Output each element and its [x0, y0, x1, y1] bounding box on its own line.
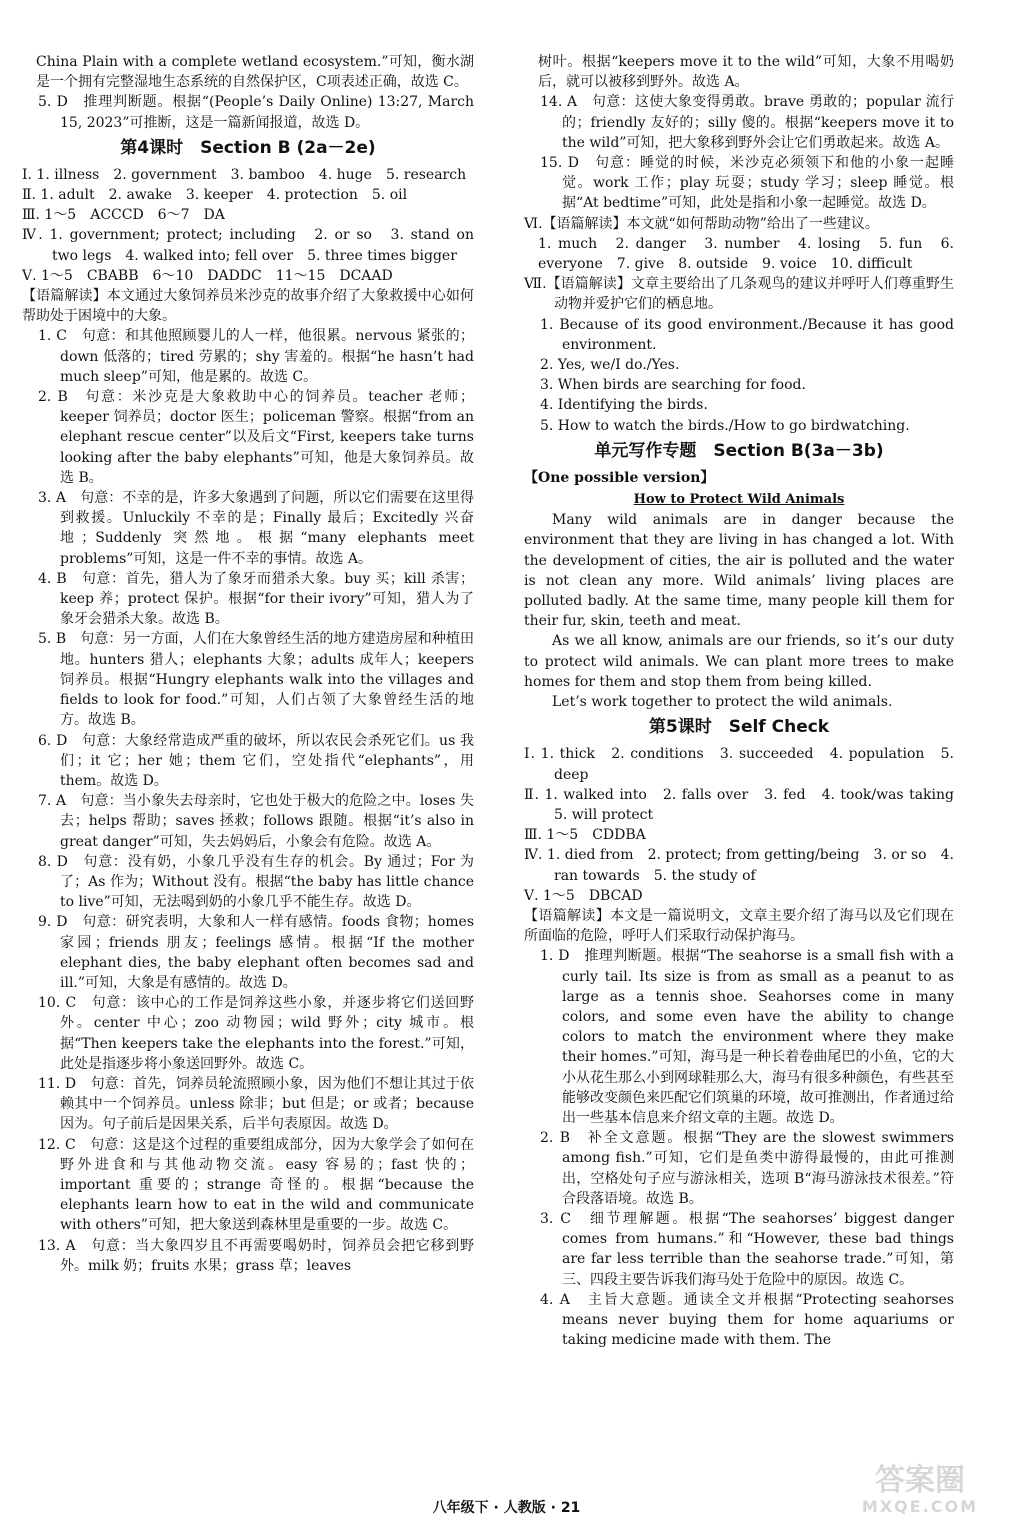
answer-line: Ⅱ. 1. walked into 2. falls over 3. fed 4. took/was taking 5. will protect	[524, 786, 968, 823]
essay-paragraph: Many wild animals are in danger because the environment that they are living in has changed a lot. With the development of cities, the air is polluted and the water is not clean any more. Wild animals’ living places are polluted badly. At the same time, many people kill them for their fur, skin, teeth and meat.	[524, 512, 954, 630]
answer-line: 5. How to watch the birds./How to go birdwatching.	[540, 417, 910, 434]
watermark-logo	[845, 1464, 995, 1524]
answer-line: 1. much 2. danger 3. number 4. losing 5. fun 6. everyone 7. give 8. outside 9. voice 10. difficult	[538, 235, 954, 273]
answer-line: 4. A 主旨大意题。通读全文并根据“Protecting seahorses means never buying them for home aquariums or taking medicine made with them. The	[540, 1291, 954, 1349]
answer-line: 5. D 推理判断题。根据“(People’s Daily Online) 13:27, March 15, 2023”可推断，这是一篇新闻报道，故选 D。	[38, 94, 474, 131]
answer-line: 3. A 句意：不幸的是，许多大象遇到了问题，所以它们需要在这里得到救援。Unluckily 不幸的是；Finally 最后；Excitedly 兴奋地；Suddenly 突然地。根据“many elephants meet problems”可知，这是一件不幸的事情。故选 A。	[38, 490, 474, 567]
right-column	[524, 52, 968, 1350]
answer-line: 2. Yes, we/I do./Yes.	[540, 357, 680, 374]
answer-line: Ⅰ. 1. illness 2. government 3. bamboo 4. huge 5. research	[22, 166, 467, 183]
answer-line: 1. C 句意：和其他照顾婴儿的人一样，他很累。nervous 紧张的；down 低落的；tired 劳累的；shy 害羞的。根据“he hasn’t had much sleep”可知，他是累的。故选 C。	[38, 328, 474, 385]
answer-line: 3. When birds are searching for food.	[540, 377, 806, 394]
answer-line: 7. A 句意：当小象失去母亲时，它也处于极大的危险之中。loses 失去；helps 帮助；saves 拯救；follows 跟随。根据“it’s also in great danger”可知，失去妈妈后，小象会有危险。故选 A。	[38, 793, 474, 850]
answer-line: 14. A 句意：这使大象变得勇敢。brave 勇敢的；popular 流行的；friendly 友好的；silly 傻的。根据“keepers move it to the wild”可知，把大象移到野外会让它们勇敢起来。故选 A。	[540, 94, 954, 151]
answer-line: 1. Because of its good environment./Because it has good environment.	[540, 316, 954, 353]
answer-line: 4. Identifying the birds.	[540, 397, 708, 414]
page-footer: 八年级下 · 人教版 · 21	[432, 1500, 581, 1516]
answer-line: 9. D 句意：研究表明，大象和人一样有感情。foods 食物；homes 家园；friends 朋友；feelings 感情。根据“If the mother elephant dies, the baby elephant often becomes sad and ill.”可知，大象是有感情的。故选 D。	[38, 914, 474, 991]
answer-line: Ⅰ. 1. thick 2. conditions 3. succeeded 4. population 5. deep	[524, 746, 954, 783]
answer-line: 8. D 句意：没有奶，小象几乎没有生存的机会。By 通过；For 为了；As 作为；Without 没有。根据“the baby has little chance to live”可知，无法喝到奶的小象几乎不能生存。故选 D。	[38, 853, 474, 911]
answer-line: 10. C 句意：该中心的工作是饲养这些小象，并逐步将它们送回野外。center 中心；zoo 动物园；wild 野外；city 城市。根据“Then keepers take the elephants into the forest.”可知，此处是指逐步将小象送回野外。故选 C。	[38, 995, 474, 1072]
answer-line: Ⅲ. 1～5 ACCCD 6～7 DA	[22, 207, 225, 224]
watermark-main: 答案圈	[875, 1463, 965, 1498]
answer-line: 5. B 句意：另一方面，人们在大象曾经生活的地方建造房屋和种植田地。hunters 猎人；elephants 大象；adults 成年人；keepers 饲养员。根据“Hungry elephants walk into the villages and fields to look for food.”可知，人们占领了大象曾经生活的地方。故选 B。	[38, 631, 474, 729]
answer-line: 1. D 推理判断题。根据“The seahorse is a small fish with a curly tail. Its size is from as small as a peanut to as large as a tennis shoe. Seahorses come in many colors, and some even have the ability to change colors to match the environment where they make their homes.”可知，海马是一种长着卷曲尾巴的小鱼，它的大小从花生那么小到网球鞋那么大，海马有很多种颜色，有些甚至能够改变颜色来匹配它们筑巢的环境，故可推测出，作者通过给出一些基本信息来介绍文章的主题。故选 D。	[540, 948, 954, 1126]
answer-line: 2. B 句意：米沙克是大象救助中心的饲养员。teacher 老师；keeper 饲养员；doctor 医生；policeman 警察。根据“from an elephant rescue center”以及后文“First, keepers take turns looking after the baby elephants”可知，他是大象饲养员。故选 B。	[38, 389, 474, 486]
answer-line: Ⅱ. 1. adult 2. awake 3. keeper 4. protection 5. oil	[22, 187, 408, 204]
answer-line: Ⅲ. 1～5 CDDBA	[524, 827, 646, 844]
essay-paragraph: As we all know, animals are our friends, so it’s our duty to protect wild animals. We can plant more trees to make homes for them and stop them from being killed.	[524, 633, 954, 690]
answer-line: Ⅳ. 1. died from 2. protect; from getting/being 3. or so 4. ran towards 5. the study of	[524, 847, 954, 884]
answer-line: Ⅴ. 1～5 DBCAD	[524, 887, 643, 904]
section-heading: 第4课时 Section B (2a－2e)	[120, 137, 376, 158]
left-column	[22, 52, 474, 1276]
answer-line: 3. C 细节理解题。根据“The seahorses’ biggest danger comes from humans.”和“However, these bad things are far less terrible than the seahorse trade.”可知，第三、四段主要告诉我们海马处于危险中的原因。故选 C。	[540, 1210, 954, 1288]
answer-line: 【语篇解读】本文通过大象饲养员米沙克的故事介绍了大象救援中心如何帮助处于困境中的大象。	[22, 288, 474, 325]
section-heading: 单元写作专题 Section B(3a－3b)	[594, 440, 884, 461]
answer-line: 12. C 句意：这是这个过程的重要组成部分，因为大象学会了如何在野外进食和与其他动物交流。easy 容易的；fast 快的；important 重要的；strange 奇怪的。根据“because the elephants learn how to eat in the wild and communicate with others”可知，把大象送到森林里是重要的一步。故选 C。	[38, 1136, 474, 1234]
section-heading: 第5课时 Self Check	[648, 717, 830, 738]
answer-line: China Plain with a complete wetland ecosystem.”可知，衡水湖是一个拥有完整湿地生态系统的自然保护区，C项表述正确，故选 C。	[36, 54, 474, 91]
answer-line: 15. D 句意：睡觉的时候，米沙克必须领下和他的小象一起睡觉。work 工作；play 玩耍；study 学习；sleep 睡觉。根据“At bedtime”可知，此处是指和小象一起睡觉。故选 D。	[540, 155, 954, 212]
answer-line: 13. A 句意：当大象四岁且不再需要喝奶时，饲养员会把它移到野外。milk 奶；fruits 水果；grass 草；leaves	[38, 1237, 474, 1274]
answer-line: Ⅶ.【语篇解读】文章主要给出了几条观鸟的建议并呼吁人们尊重野生动物并爱护它们的栖息地。	[524, 276, 954, 313]
answer-line: 树叶。根据“keepers move it to the wild”可知，大象不用喝奶后，就可以被移到野外。故选 A。	[538, 54, 954, 91]
answer-line: 6. D 句意：大象经常造成严重的破坏，所以农民会杀死它们。us 我们；it 它；her 她；them 它们，空处指代“elephants”，用 them。故选 D。	[38, 732, 474, 789]
watermark-sub: MXQE.COM	[861, 1497, 979, 1516]
answer-line: Ⅵ.【语篇解读】本文就“如何帮助动物”给出了一些建议。	[524, 215, 879, 232]
answer-line: Ⅳ. 1. government; protect; including 2. or so 3. stand on two legs 4. walked into; fell over 5. three times bigger	[22, 227, 474, 264]
essay-title: How to Protect Wild Animals	[633, 492, 845, 508]
answer-line: 【One possible version】	[524, 469, 715, 486]
answer-line: Ⅴ. 1～5 CBABB 6～10 DADDC 11～15 DCAAD	[22, 267, 393, 284]
essay-paragraph: Let’s work together to protect the wild animals.	[552, 694, 893, 711]
answer-line: 11. D 句意：首先，饲养员轮流照顾小象，因为他们不想让其过于依赖其中一个饲养员。unless 除非；but 但是；or 或者；because 因为。句子前后是因果关系，后半句表原因。故选 D。	[38, 1075, 474, 1133]
answer-line: 【语篇解读】本文是一篇说明文，文章主要介绍了海马以及它们现在所面临的危险，呼吁人们采取行动保护海马。	[524, 907, 954, 945]
answer-line: 2. B 补全文意题。根据“They are the slowest swimmers among fish.”可知，它们是鱼类中游得最慢的，由此可推测出，空格处句子应与游泳相关，选项 B“海马游泳技术很差。”符合段落语境。故选 B。	[540, 1130, 954, 1207]
answer-line: 4. B 句意：首先，猎人为了象牙而猎杀大象。buy 买；kill 杀害；keep 养；protect 保护。根据“for their ivory”可知，猎人为了象牙会猎杀大象。故选 B。	[38, 570, 474, 628]
